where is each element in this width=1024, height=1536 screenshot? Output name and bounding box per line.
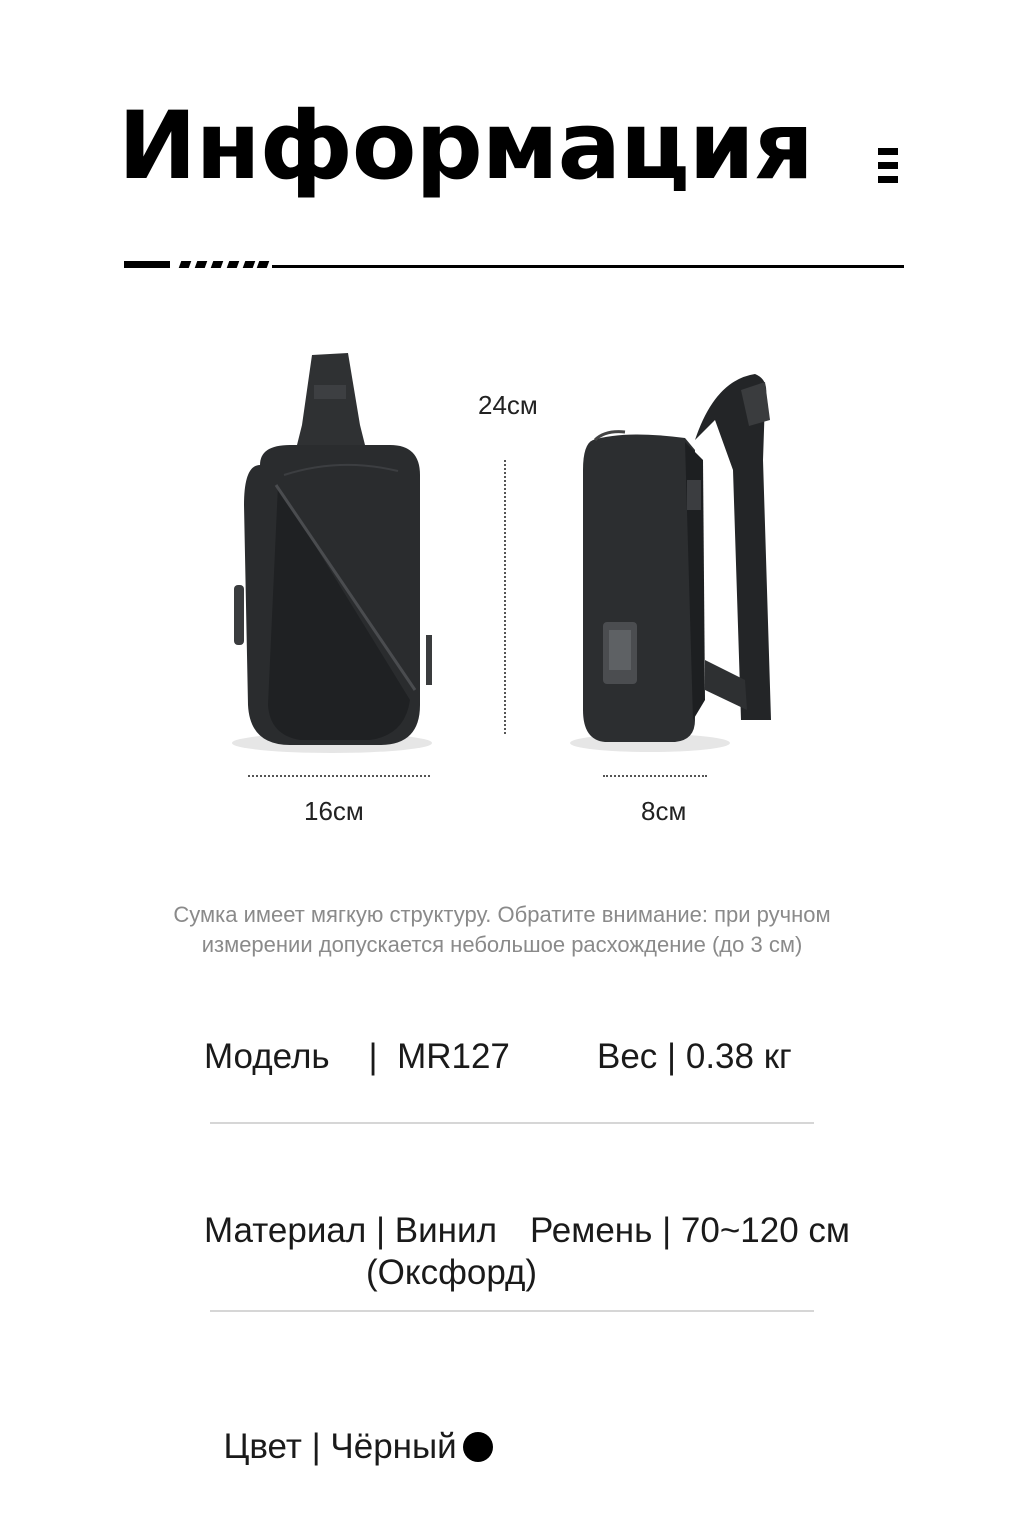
height-label: 24см <box>478 390 538 420</box>
bag-side-image <box>565 360 785 760</box>
height-dashed-line <box>504 460 506 734</box>
spec-model: Модель | MR127 <box>204 1037 510 1076</box>
depth-dashed-line <box>603 775 707 777</box>
spec-color-row <box>204 1384 493 1468</box>
width-dashed-line <box>248 775 430 777</box>
spec-color: Цвет | Чёрный <box>223 1427 457 1466</box>
spec-divider <box>210 1310 814 1312</box>
menu-icon[interactable] <box>878 148 900 186</box>
spec-material-detail: (Оксфорд) <box>366 1253 538 1292</box>
color-swatch-black <box>463 1432 493 1462</box>
spec-strap: Ремень | 70~120 см <box>530 1211 850 1250</box>
measurement-note: Сумка имеет мягкую структуру. Обратите внимание: при ручном измерении допускается небольшое расхождение (до 3 см) <box>173 902 831 957</box>
width-label: 16см <box>304 796 364 826</box>
spec-divider <box>210 1122 814 1124</box>
spec-material: Материал | Винил <box>204 1211 497 1250</box>
title-divider <box>124 259 904 273</box>
page-title: Информация <box>118 92 813 201</box>
bag-front-image <box>220 345 450 760</box>
spec-weight: Вес | 0.38 кг <box>597 1037 792 1076</box>
depth-label: 8см <box>641 796 687 826</box>
